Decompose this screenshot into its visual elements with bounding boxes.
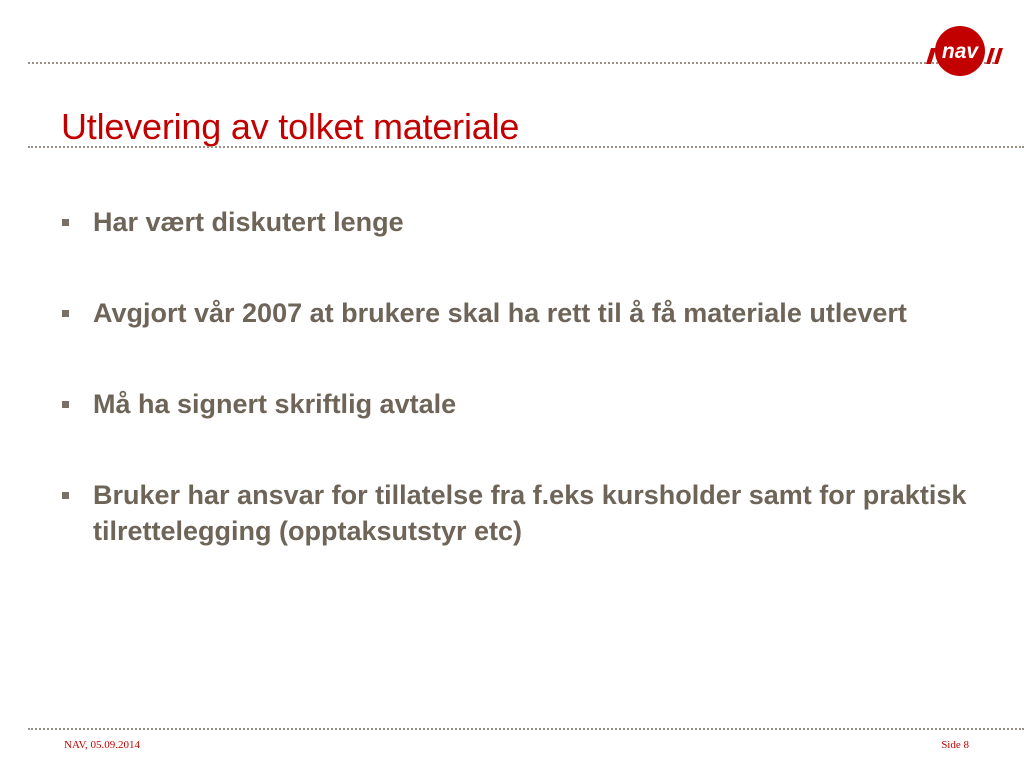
nav-logo — [922, 24, 1006, 78]
footer-date: NAV, 05.09.2014 — [64, 739, 140, 751]
title-divider — [28, 146, 1024, 148]
bullet-item — [61, 204, 1001, 240]
footer-page-number: Side 8 — [941, 739, 969, 751]
footer-divider — [28, 728, 1024, 730]
square-bullet-icon — [62, 492, 69, 499]
bullet-text: Må ha signert skriftlig avtale — [93, 389, 457, 419]
bullet-list — [61, 204, 1001, 604]
bullet-text: Har vært diskutert lenge — [93, 207, 404, 237]
nav-logo-text: nav — [941, 40, 979, 63]
bullet-item — [61, 295, 1001, 331]
header-divider — [28, 62, 994, 64]
square-bullet-icon — [62, 219, 69, 226]
square-bullet-icon — [62, 310, 69, 317]
bullet-text: Avgjort vår 2007 at brukere skal ha rett til å få materiale utlevert — [93, 298, 907, 328]
bullet-item — [61, 386, 1001, 422]
square-bullet-icon — [62, 401, 69, 408]
bullet-text: Bruker har ansvar for tillatelse fra f.eks kursholder samt for praktisk tilrettelegging (opptaksutstyr etc) — [93, 480, 967, 546]
bullet-item — [61, 477, 1001, 549]
slide-title: Utlevering av tolket materiale — [61, 106, 520, 147]
nav-logo-icon — [922, 24, 1006, 78]
